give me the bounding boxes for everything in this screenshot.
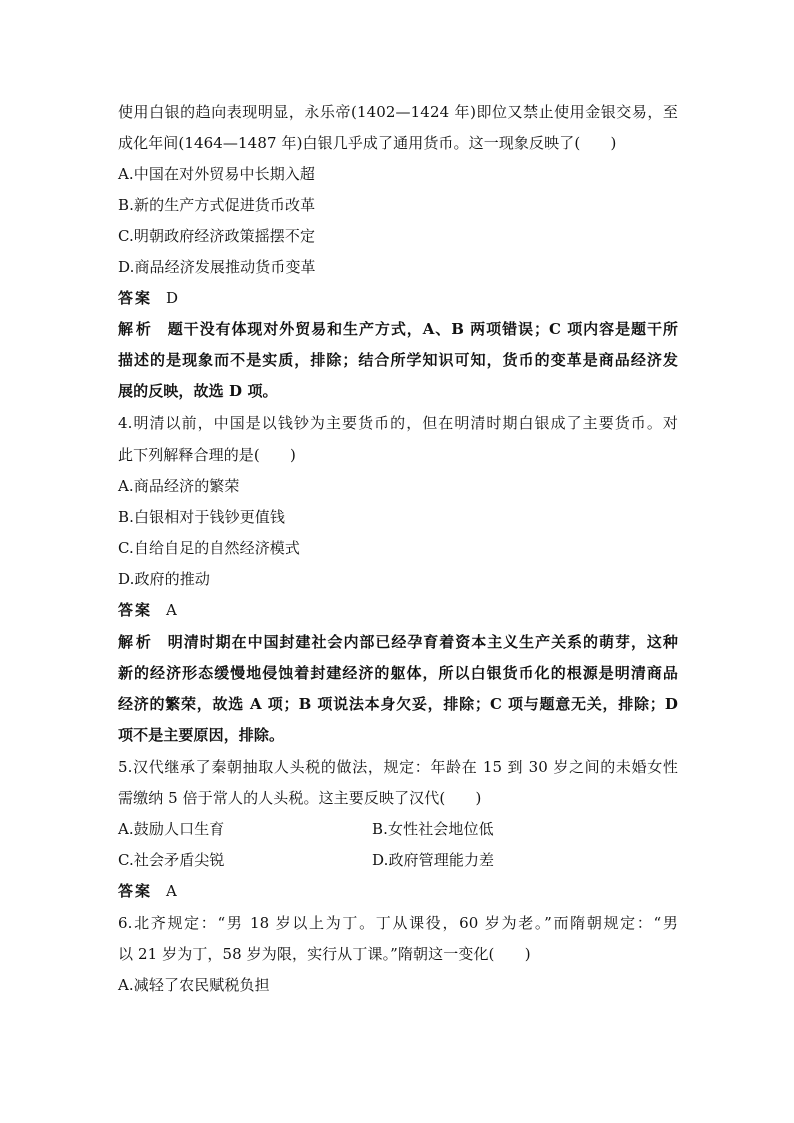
- q6-stem-line-2: 以 21 岁为丁，58 岁为限，实行从丁课。”隋朝这一变化( ): [118, 945, 531, 963]
- analysis-label: 解析: [118, 633, 154, 651]
- q3-option-c: C.明朝政府经济政策摇摆不定: [118, 227, 316, 245]
- q4-option-a: A.商品经济的繁荣: [118, 477, 240, 495]
- q4-analysis-line-2: 新的经济形态缓慢地侵蚀着封建经济的躯体，所以白银货币化的根源是明清商品: [118, 664, 678, 682]
- answer-value: D: [166, 289, 179, 307]
- q5-options-row-2: [118, 850, 678, 870]
- answer-label: 答案: [118, 882, 153, 900]
- q5-option-a: A.鼓励人口生育: [118, 820, 225, 838]
- analysis-label: 解析: [118, 320, 154, 338]
- q5-option-b: B.女性社会地位低: [372, 820, 494, 838]
- q3-option-a: A.中国在对外贸易中长期入超: [118, 165, 316, 183]
- q3-option-b: B.新的生产方式促进货币改革: [118, 196, 316, 214]
- q4-answer: [118, 600, 678, 620]
- q6-option-a: A.减轻了农民赋税负担: [118, 976, 270, 994]
- q4-analysis-line-3: 经济的繁荣，故选 A 项；B 项说法本身欠妥，排除；C 项与题意无关，排除；D: [118, 695, 678, 713]
- answer-label: 答案: [118, 601, 153, 619]
- q4-option-d: D.政府的推动: [118, 570, 210, 588]
- q3-analysis-line-3: 展的反映，故选 D 项。: [118, 382, 278, 400]
- q3-answer: [118, 288, 678, 308]
- answer-label: 答案: [118, 289, 153, 307]
- answer-value: A: [166, 601, 177, 619]
- q5-stem-line-2: 需缴纳 5 倍于常人的人头税。这主要反映了汉代( ): [118, 789, 482, 807]
- q5-answer: [118, 881, 678, 901]
- analysis-text: 明清时期在中国封建社会内部已经孕育着资本主义生产关系的萌芽，这种: [167, 633, 678, 651]
- answer-value: A: [166, 882, 177, 900]
- q6-stem-line-1: 6.北齐规定：“男 18 岁以上为丁。丁从课役，60 岁为老。”而隋朝规定：“男: [118, 914, 678, 932]
- q5-option-d: D.政府管理能力差: [372, 851, 495, 869]
- analysis-text: 题干没有体现对外贸易和生产方式，A、B 两项错误；C 项内容是题干所: [167, 320, 678, 338]
- q5-stem-line-1: 5.汉代继承了秦朝抽取人头税的做法，规定：年龄在 15 到 30 岁之间的未婚女性: [118, 758, 678, 776]
- q3-stem-line-2: 成化年间(1464—1487 年)白银几乎成了通用货币。这一现象反映了( ): [118, 134, 617, 152]
- q3-option-d: D.商品经济发展推动货币变革: [118, 258, 316, 276]
- q3-analysis-line-1: [118, 319, 678, 339]
- q3-analysis-line-2: 描述的是现象而不是实质，排除；结合所学知识可知，货币的变革是商品经济发: [118, 351, 678, 369]
- q4-stem-line-2: 此下列解释合理的是( ): [118, 446, 297, 464]
- q5-option-c: C.社会矛盾尖锐: [118, 851, 225, 869]
- q4-stem-line-1: 4.明清以前，中国是以钱钞为主要货币的，但在明清时期白银成了主要货币。对: [118, 414, 678, 432]
- q4-analysis-line-4: 项不是主要原因，排除。: [118, 726, 285, 744]
- q4-analysis-line-1: [118, 632, 678, 652]
- q4-option-b: B.白银相对于钱钞更值钱: [118, 508, 285, 526]
- q4-option-c: C.自给自足的自然经济模式: [118, 539, 301, 557]
- q3-stem-line-1: 使用白银的趋向表现明显，永乐帝(1402—1424 年)即位又禁止使用金银交易，至: [118, 103, 678, 121]
- q5-options-row-1: [118, 819, 678, 839]
